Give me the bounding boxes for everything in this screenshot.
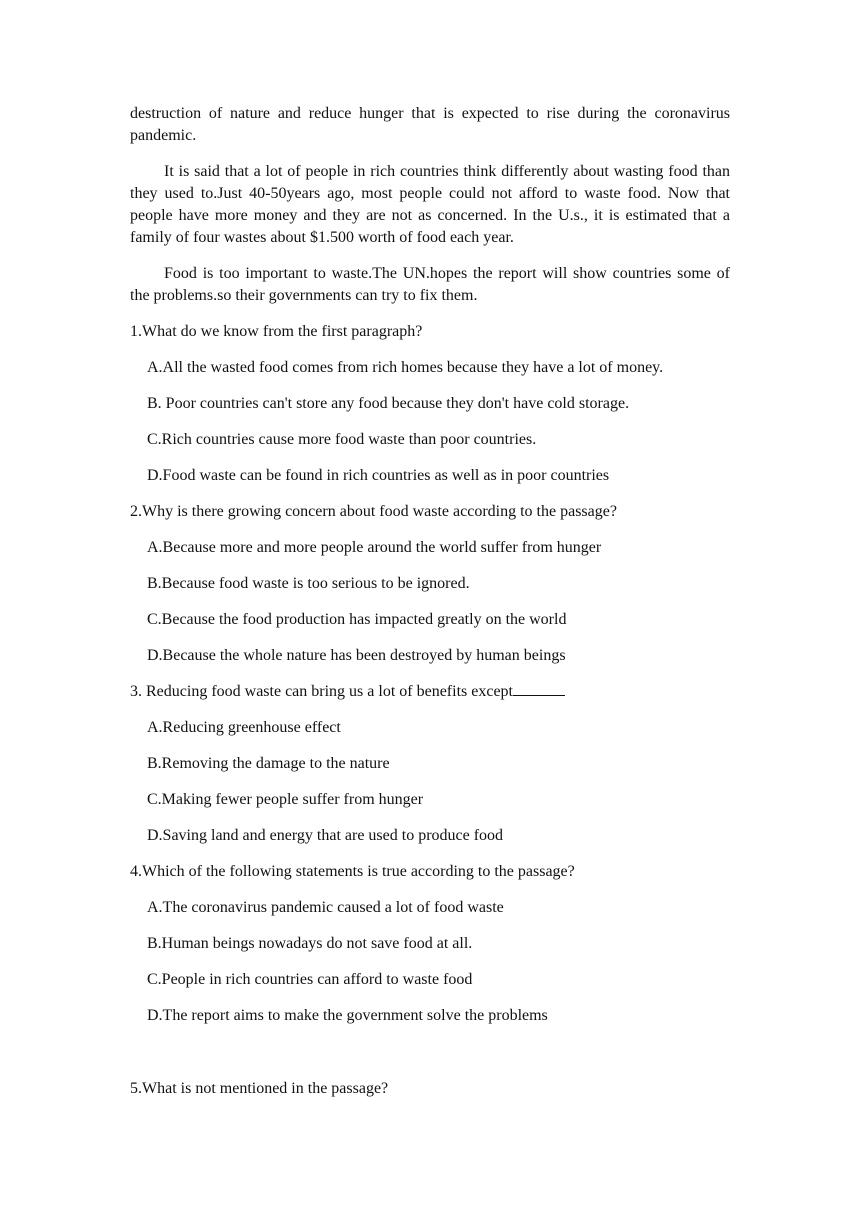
option-c: C.Because the food production has impacted greatly on the world [147, 611, 567, 628]
option-a: A.The coronavirus pandemic caused a lot of food waste [147, 899, 504, 916]
question-stem: 5.What is not mentioned in the passage? [130, 1080, 389, 1097]
question-2 [130, 501, 730, 667]
option-d: D.Saving land and energy that are used to produce food [147, 827, 504, 844]
option-a: A.All the wasted food comes from rich homes because they have a lot of money. [147, 359, 664, 376]
option-c: C.Making fewer people suffer from hunger [147, 791, 424, 808]
question-stem: 2.Why is there growing concern about food waste according to the passage? [130, 503, 617, 520]
question-stem: 3. Reducing food waste can bring us a lot of benefits except [130, 683, 513, 700]
option-b: B. Poor countries can't store any food because they don't have cold storage. [147, 395, 630, 412]
question-3 [130, 681, 730, 847]
question-1 [130, 321, 730, 487]
question-stem-line [130, 681, 730, 703]
question-5 [130, 1078, 730, 1100]
option-b: B.Human beings nowadays do not save food at all. [147, 935, 473, 952]
passage-paragraph-1: destruction of nature and reduce hunger that is expected to rise during the coronavirus pandemic. [130, 105, 730, 144]
passage-paragraph-2: It is said that a lot of people in rich countries think differently about wasting food than they used to.Just 40-50years ago, most people could not afford to waste food. Now that people have more money and they are not as concerned. In the U.s., it is estimated that a family of four wastes about $1.500 worth of food each year. [130, 163, 730, 246]
option-a: A.Because more and more people around the world suffer from hunger [147, 539, 602, 556]
blank-spacer [130, 1041, 730, 1078]
option-a: A.Reducing greenhouse effect [147, 719, 341, 736]
passage-paragraph-3: Food is too important to waste.The UN.hopes the report will show countries some of the problems.so their governments can try to fix them. [130, 265, 730, 304]
option-d: D.Food waste can be found in rich countries as well as in poor countries [147, 467, 610, 484]
document-page [130, 103, 730, 1114]
option-c: C.Rich countries cause more food waste than poor countries. [147, 431, 537, 448]
option-b: B.Removing the damage to the nature [147, 755, 390, 772]
question-4 [130, 861, 730, 1027]
option-b: B.Because food waste is too serious to be ignored. [147, 575, 470, 592]
option-d: D.The report aims to make the government solve the problems [147, 1007, 548, 1024]
option-d: D.Because the whole nature has been destroyed by human beings [147, 647, 566, 664]
answer-blank [513, 681, 565, 696]
question-stem: 4.Which of the following statements is true according to the passage? [130, 863, 575, 880]
option-c: C.People in rich countries can afford to waste food [147, 971, 473, 988]
question-stem: 1.What do we know from the first paragraph? [130, 323, 423, 340]
